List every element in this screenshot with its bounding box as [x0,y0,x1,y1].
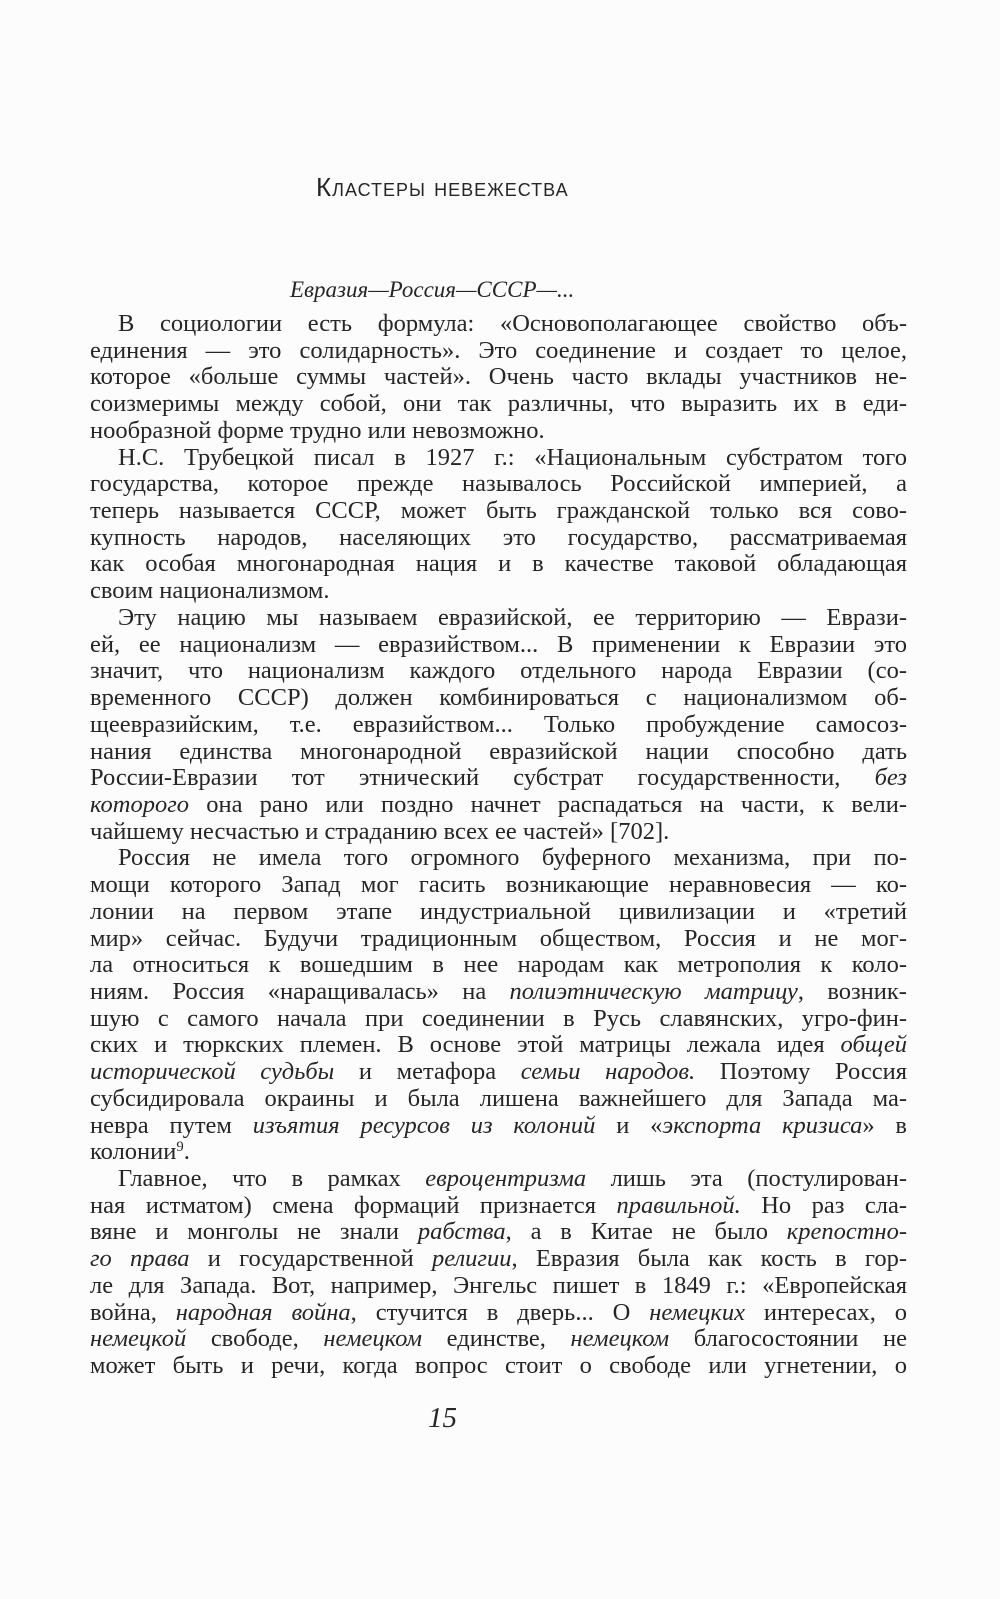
text-line [90,1193,907,1220]
text-segment: вяне и монголы не знали [90,1218,418,1246]
text-segment: и метафора [334,1058,521,1086]
text-line: чайшему несчастью и страданию всех ее частей» [702]. [90,817,670,845]
text-line [90,792,907,819]
text-line: В социологии есть формула: «Основополагающее свойство объ- [118,310,907,337]
paragraph [90,445,907,605]
text-segment: колонии [90,1138,177,1166]
italic-text: полиэтническую матрицу [509,977,798,1005]
italic-text: правильной. [616,1191,741,1219]
footnote-ref: 9 [176,1139,184,1156]
text-line: Эту нацию мы называем евразийской, ее территорию — Еврази- [118,603,907,631]
text-line: ле для Запада. Вот, например, Энгельс пишет в 1849 г.: «Европейская [90,1271,907,1299]
text-segment: свободе, [186,1325,324,1353]
italic-text: евроцентризма [425,1165,587,1192]
italic-text: без [874,764,907,792]
paragraph [90,311,907,445]
italic-text: немецком [323,1325,423,1353]
text-line [90,1139,907,1166]
text-segment: она рано или поздно начнет распадаться на части, к вели- [189,790,907,818]
text-line [90,1032,907,1059]
text-line: соизмеримы между собой, они так различны, что выразить их в еди- [90,390,907,418]
text-line [90,1219,907,1246]
text-line [90,1166,907,1193]
italic-text: рабства [417,1218,506,1246]
text-line: которое «больше суммы частей». Очень часто вклады участников не- [90,363,907,391]
text-segment: и « [595,1111,663,1139]
text-segment: Но раз сла- [740,1191,907,1219]
text-line [90,1326,907,1353]
text-segment: » в [862,1111,907,1139]
text-line: может быть и речи, когда вопрос стоит о свободе или угнетении, о [90,1352,907,1380]
text-segment: война, [90,1298,176,1326]
italic-text: изъятия ресурсов из колоний [252,1111,596,1139]
text-line: государства, которое прежде называлось Российской империей, а [90,470,907,498]
italic-text: религии [431,1245,512,1273]
italic-text: семьи народов. [520,1058,696,1086]
paragraph [90,845,907,1166]
text-line: как особая многонародная нация и в качестве таковой обладающая [90,550,907,578]
text-line: ей, ее национализм — евразийством... В применении к Евразии это [90,630,907,658]
text-line: единения — это солидарность». Это соединение и создает то целое, [90,336,907,364]
text-line: теперь называется СССР, может быть гражданской только вся сово- [90,497,907,525]
text-segment: ских и тюркских племен. В основе этой матрицы лежала идея [90,1031,841,1059]
text-line: мощи которого Запад мог гасить возникающие неравновесия — ко- [90,871,907,899]
text-line: шую с самого начала при соединении в Русь славянских, угро-фин- [90,1004,907,1032]
text-line [90,1059,907,1086]
italic-text: общей [840,1031,907,1059]
text-line: ла относиться к вошедшим в нее народам как метрополия к коло- [90,951,907,979]
text-line: щеевразийским, т.е. евразийством... Только пробуждение самосоз- [90,710,907,738]
text-line: Н.С. Трубецкой писал в 1927 г.: «Национальным субстратом того [118,443,907,471]
text-line: купность народов, населяющих это государство, рассматриваемая [90,523,907,551]
text-line: Россия не имела того огромного буферного механизма, при по- [118,844,907,872]
text-segment: , возник- [797,977,907,1005]
text-segment: , а в Китае не было [505,1218,787,1246]
text-line: временного СССР) должен комбинироваться с национализмом об- [90,684,907,712]
text-segment: лишь эта (постулирован- [586,1165,907,1192]
section-heading: Евразия—Россия—СССР—... [290,277,575,302]
text-line [90,1300,907,1327]
text-segment: и государственной [189,1245,432,1273]
text-segment: России-Евразии тот этнический субстрат государственности, [90,764,875,792]
body-text [90,311,907,1380]
text-segment: . [183,1138,190,1166]
text-segment: единстве, [422,1325,571,1353]
text-line: значит, что национализм каждого отдельного народа Евразии (со- [90,657,907,685]
chapter-title: Кластеры невежества [316,172,569,202]
italic-text: немецкой [90,1325,187,1353]
paragraph [90,605,907,845]
page-number: 15 [428,1402,457,1434]
paragraph [90,1166,907,1380]
text-line: мир» сейчас. Будучи традиционным обществом, Россия и не мог- [90,924,907,952]
italic-text: которого [90,790,190,818]
text-segment: невра путем [90,1111,253,1139]
text-segment: благосостоянии не [669,1325,907,1353]
italic-text: экспорта кризиса [662,1111,863,1139]
text-line [90,1113,907,1140]
text-line [90,1246,907,1273]
text-line: нания единства многонародной евразийской нации способно дать [90,737,907,765]
text-segment: , стучится в дверь... О [350,1298,650,1326]
text-line [90,979,907,1006]
text-segment: Главное, что в рамках [118,1165,426,1192]
text-line: субсидировала окраины и была лишена важнейшего для Запада ма- [90,1084,907,1112]
italic-text: немецких [649,1298,745,1326]
text-segment: Поэтому Россия [695,1058,907,1086]
text-segment: , Евразия была как кость в гор- [511,1245,907,1273]
italic-text: исторической судьбы [90,1058,335,1086]
text-segment: ниям. Россия «наращивалась» на [90,977,510,1005]
text-line: своим национализмом. [90,577,330,605]
italic-text: крепостно- [786,1218,907,1246]
text-line: лонии на первом этапе индустриальной цивилизации и «третий [90,897,907,925]
italic-text: немецком [570,1325,670,1353]
text-line: нообразной форме трудно или невозможно. [90,416,545,444]
text-segment: интересах, о [744,1298,907,1326]
text-line [90,765,907,792]
italic-text: народная война [175,1298,351,1326]
text-segment: ная истматом) смена формаций признается [90,1191,617,1219]
italic-text: го права [90,1245,190,1273]
